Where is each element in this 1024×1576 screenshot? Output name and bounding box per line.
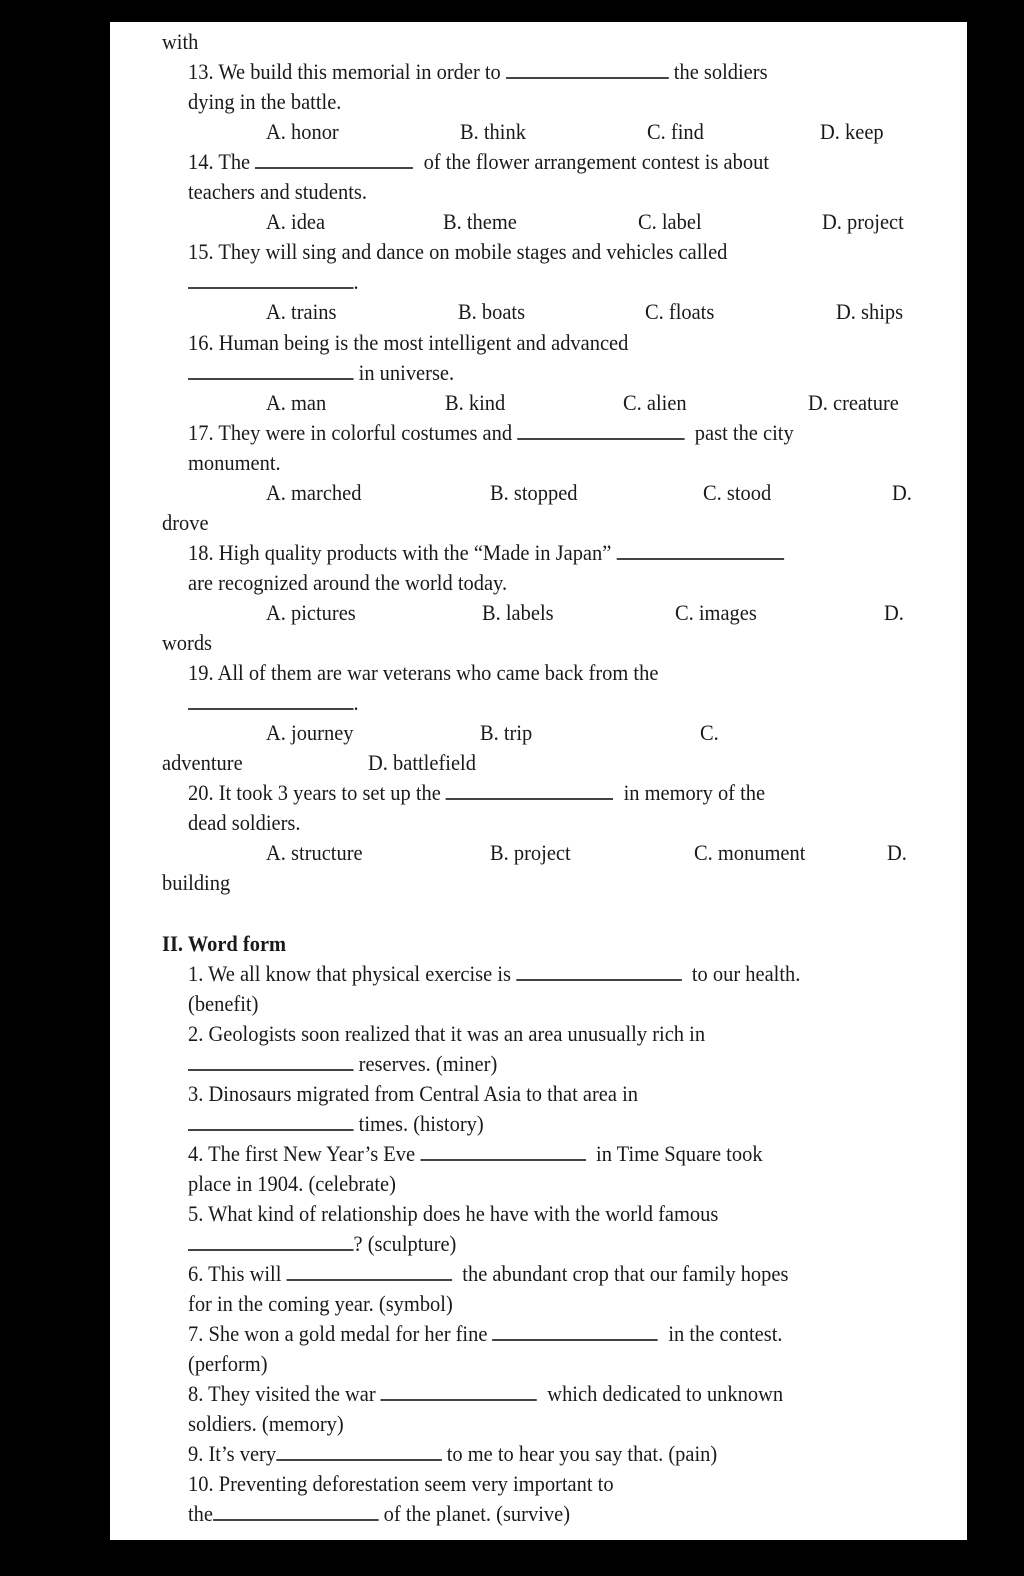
word-form-3: 3. Dinosaurs migrated from Central Asia to that area in <box>188 1081 639 1106</box>
option-b: B. project <box>490 840 571 865</box>
word-form-1: 1. We all know that physical exercise is to our health. <box>188 961 801 986</box>
option-b: B. boats <box>458 299 526 324</box>
word-form-10: 10. Preventing deforestation seem very important to <box>188 1471 614 1496</box>
question-19-cont: . <box>188 690 359 716</box>
option-d: D. creature <box>808 390 899 415</box>
question-15-cont: . <box>188 269 359 295</box>
word-form-4: 4. The first New Year’s Eve in Time Square took <box>188 1141 763 1166</box>
option-b: B. kind <box>445 390 506 415</box>
option-c: C. images <box>675 600 757 625</box>
word-form-2-cont: reserves. (miner) <box>188 1051 497 1077</box>
option-c: C. <box>700 720 719 745</box>
question-16-cont: in universe. <box>188 360 454 386</box>
option-d-wrap: building <box>162 870 231 895</box>
word-form-5: 5. What kind of relationship does he have with the world famous <box>188 1201 719 1226</box>
answer-blank[interactable] <box>188 1231 354 1251</box>
section-heading: II. Word form <box>162 931 287 956</box>
word-form-8-cont: soldiers. (memory) <box>188 1411 344 1436</box>
option-a: A. man <box>266 390 327 415</box>
option-d: D. project <box>822 209 904 234</box>
option-c: C. label <box>638 209 702 234</box>
option-b: B. labels <box>482 600 554 625</box>
question-15: 15. They will sing and dance on mobile stages and vehicles called <box>188 239 728 264</box>
option-c: C. alien <box>623 390 687 415</box>
question-14-cont: teachers and students. <box>188 179 367 204</box>
answer-blank[interactable] <box>517 420 684 440</box>
word-form-9: 9. It’s very to me to hear you say that. (pain) <box>188 1441 718 1466</box>
word-form-6: 6. This will the abundant crop that our family hopes <box>188 1261 789 1286</box>
answer-blank[interactable] <box>493 1321 659 1341</box>
question-16: 16. Human being is the most intelligent and advanced <box>188 330 629 355</box>
option-d-wrap: words <box>162 630 213 655</box>
option-b: B. think <box>460 119 526 144</box>
option-d: D. <box>884 600 904 625</box>
option-d: D. keep <box>820 119 884 144</box>
answer-blank[interactable] <box>188 360 354 380</box>
option-d: D. <box>892 480 912 505</box>
word-form-3-cont: times. (history) <box>188 1111 484 1137</box>
word-form-4-cont: place in 1904. (celebrate) <box>188 1171 396 1196</box>
answer-blank[interactable] <box>188 1051 354 1071</box>
word-form-5-cont: ? (sculpture) <box>188 1231 456 1257</box>
option-d: D. battlefield <box>368 750 476 775</box>
answer-blank[interactable] <box>188 690 354 710</box>
word-form-2: 2. Geologists soon realized that it was an area unusually rich in <box>188 1021 706 1046</box>
answer-blank[interactable] <box>188 1111 354 1131</box>
question-18-cont: are recognized around the world today. <box>188 570 508 595</box>
option-d-wrap: drove <box>162 510 209 535</box>
question-14: 14. The of the flower arrangement contest is about <box>188 149 770 174</box>
option-a: A. marched <box>266 480 362 505</box>
option-b: B. stopped <box>490 480 578 505</box>
word-form-6-cont: for in the coming year. (symbol) <box>188 1291 453 1316</box>
option-a: A. honor <box>266 119 339 144</box>
word-form-10-cont: the of the planet. (survive) <box>188 1501 571 1526</box>
option-c: C. monument <box>694 840 806 865</box>
question-19: 19. All of them are war veterans who came back from the <box>188 660 659 685</box>
answer-blank[interactable] <box>506 59 669 79</box>
word-form-8: 8. They visited the war which dedicated to unknown <box>188 1381 784 1406</box>
word-form-7-cont: (perform) <box>188 1351 268 1376</box>
option-a: A. structure <box>266 840 363 865</box>
option-d: D. ships <box>836 299 904 324</box>
answer-blank[interactable] <box>213 1501 379 1521</box>
question-13: 13. We build this memorial in order to the soldiers <box>188 59 768 84</box>
answer-blank[interactable] <box>287 1261 453 1281</box>
question-17-cont: monument. <box>188 450 281 475</box>
word-form-7: 7. She won a gold medal for her fine in the contest. <box>188 1321 783 1346</box>
question-20: 20. It took 3 years to set up the in memory of the <box>188 780 766 805</box>
answer-blank[interactable] <box>516 961 682 981</box>
option-b: B. theme <box>443 209 517 234</box>
option-c-wrap: adventure <box>162 750 243 775</box>
option-a: A. journey <box>266 720 354 745</box>
answer-blank[interactable] <box>188 269 354 289</box>
option-a: A. pictures <box>266 600 356 625</box>
word-form-1-cont: (benefit) <box>188 991 259 1016</box>
question-13-cont: dying in the battle. <box>188 89 342 114</box>
worksheet-page <box>110 22 967 1540</box>
continuation-text: with <box>162 29 199 54</box>
option-c: C. stood <box>703 480 772 505</box>
option-b: B. trip <box>480 720 533 745</box>
question-18: 18. High quality products with the “Made in Japan” <box>188 540 784 566</box>
option-a: A. trains <box>266 299 337 324</box>
question-17: 17. They were in colorful costumes and past the city <box>188 420 794 445</box>
option-c: C. find <box>647 119 704 144</box>
answer-blank[interactable] <box>255 149 413 169</box>
answer-blank[interactable] <box>420 1141 586 1161</box>
question-20-cont: dead soldiers. <box>188 810 301 835</box>
answer-blank[interactable] <box>446 780 613 800</box>
answer-blank[interactable] <box>616 540 783 560</box>
answer-blank[interactable] <box>276 1441 442 1461</box>
option-d: D. <box>887 840 907 865</box>
option-a: A. idea <box>266 209 326 234</box>
option-c: C. floats <box>645 299 715 324</box>
answer-blank[interactable] <box>381 1381 537 1401</box>
